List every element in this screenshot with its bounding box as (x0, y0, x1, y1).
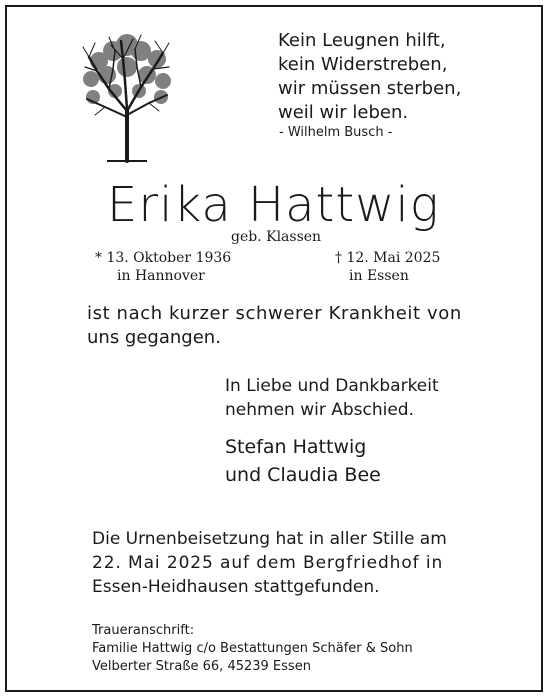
burial-line: Die Urnenbeisetzung hat in aller Stille am (92, 529, 447, 549)
address-line: Familie Hattwig c/o Bestattungen Schäfer & Sohn (92, 641, 413, 656)
birth-info (95, 249, 231, 285)
poem-line: kein Widerstreben, (278, 54, 448, 75)
address-label: Traueranschrift: (92, 623, 195, 638)
death-date: † 12. Mai 2025 (335, 250, 441, 266)
obituary-card (5, 5, 543, 692)
poem-line: Kein Leugnen hilft, (278, 30, 446, 51)
burial-line: Essen-Heidhausen stattgefunden. (92, 577, 380, 597)
deceased-name: Erika Hattwig (107, 177, 440, 233)
maiden-name: geb. Klassen (231, 229, 322, 245)
address-line: Velberter Straße 66, 45239 Essen (92, 659, 311, 674)
poem (278, 29, 461, 125)
farewell-text (225, 374, 439, 422)
intro-line: uns gegangen. (87, 327, 221, 348)
family-line: und Claudia Bee (225, 464, 381, 486)
death-place: in Essen (349, 268, 409, 284)
poem-author: - Wilhelm Busch - (279, 125, 393, 140)
birth-place: in Hannover (117, 268, 205, 284)
bare-tree-icon (79, 31, 175, 163)
farewell-line: nehmen wir Abschied. (225, 400, 415, 420)
family-names (225, 433, 381, 489)
birth-date: * 13. Oktober 1936 (95, 250, 232, 266)
death-info (335, 249, 440, 285)
farewell-line: In Liebe und Dankbarkeit (225, 376, 439, 396)
poem-line: wir müssen sterben, (278, 78, 462, 99)
family-line: Stefan Hattwig (225, 436, 367, 458)
mourning-address (92, 622, 413, 676)
intro-text (87, 302, 462, 350)
burial-line: 22. Mai 2025 auf dem Bergfriedhof in (92, 553, 444, 573)
intro-line: ist nach kurzer schwerer Krankheit von (87, 303, 462, 324)
burial-notice (92, 527, 447, 599)
poem-line: weil wir leben. (278, 102, 409, 123)
